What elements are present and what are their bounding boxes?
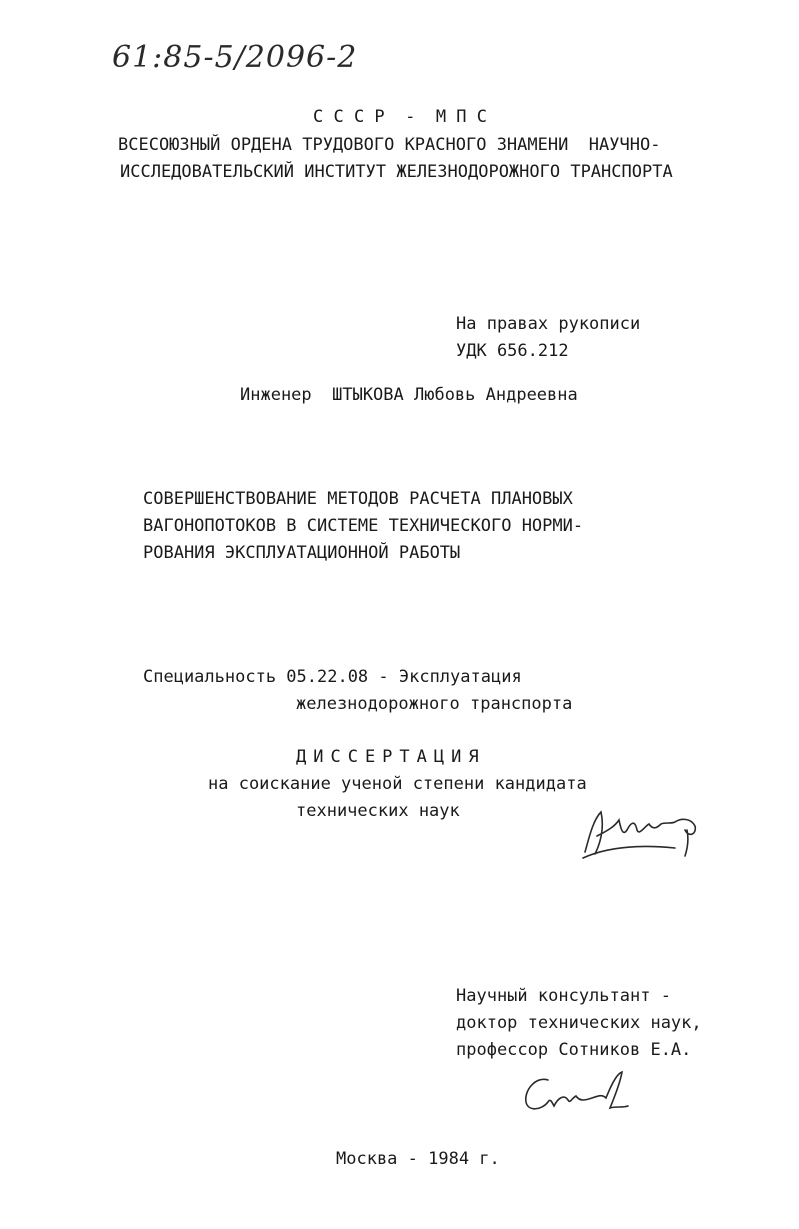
archive-mark: 61:85-5/2096-2 [112,40,358,75]
consultant-signature [518,1068,648,1118]
rights-note: На правах рукописи [456,314,641,334]
title-line-2: ВАГОНОПОТОКОВ В СИСТЕМЕ ТЕХНИЧЕСКОГО НОРМИ- [143,516,584,536]
title-line-1: СОВЕРШЕНСТВОВАНИЕ МЕТОДОВ РАСЧЕТА ПЛАНОВЫХ [143,489,573,509]
consultant-line-2: доктор технических наук, [456,1013,702,1033]
dissertation-heading: ДИССЕРТАЦИЯ [296,747,486,767]
consultant-line-1: Научный консультант - [456,986,671,1006]
city-year: Москва - 1984 г. [336,1149,500,1169]
dissertation-line-2: технических наук [296,801,460,821]
dissertation-line-1: на соискание ученой степени кандидата [208,774,587,794]
specialty-line-2: железнодорожного транспорта [296,694,573,714]
consultant-line-3: профессор Сотников Е.А. [456,1040,692,1060]
author-line: Инженер ШТЫКОВА Любовь Андреевна [240,385,578,405]
header-line-institute-1: ВСЕСОЮЗНЫЙ ОРДЕНА ТРУДОВОГО КРАСНОГО ЗНАМЕНИ НАУЧНО- [118,135,661,155]
header-line-institute-2: ИССЛЕДОВАТЕЛЬСКИЙ ИНСТИТУТ ЖЕЛЕЗНОДОРОЖНОГО ТРАНСПОРТА [120,162,673,182]
header-line-ussr: С С С Р - М П С [313,107,487,127]
specialty-line-1: Специальность 05.22.08 - Эксплуатация [143,667,522,687]
author-signature [575,800,715,865]
udc-code: УДК 656.212 [456,341,569,361]
title-line-3: РОВАНИЯ ЭКСПЛУАТАЦИОННОЙ РАБОТЫ [143,543,461,563]
